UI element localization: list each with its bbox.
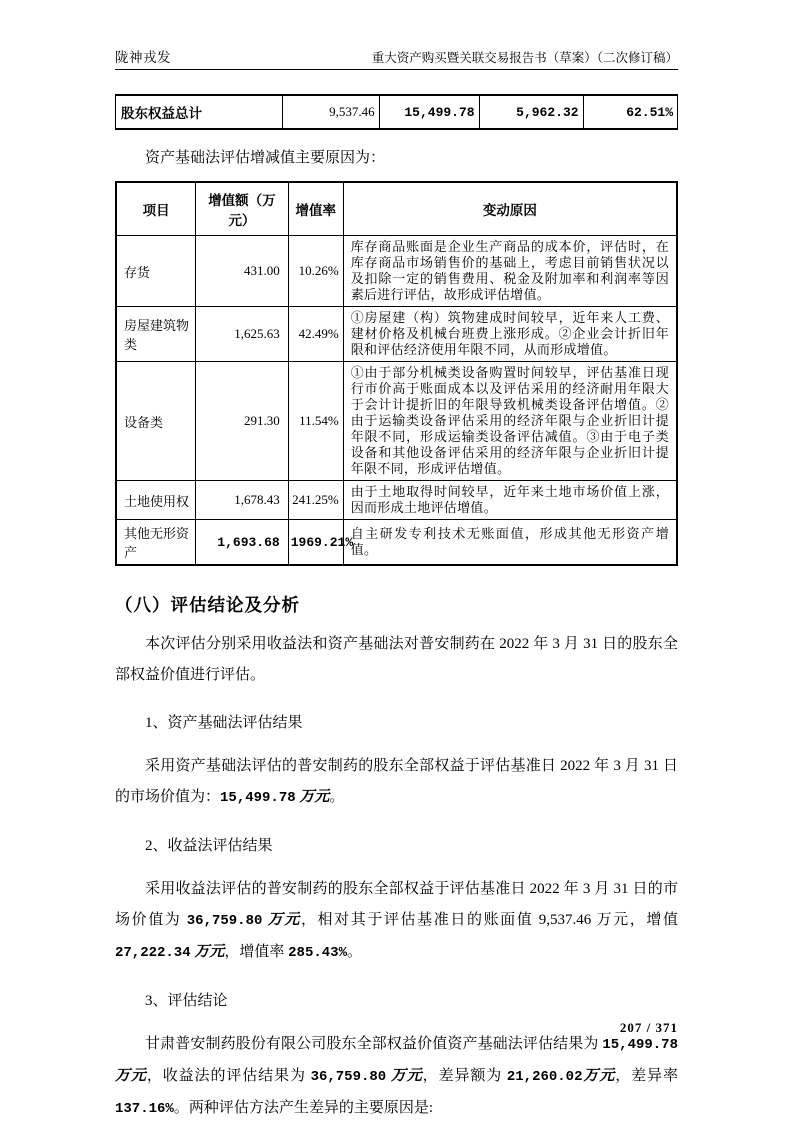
value-income-method: 36,759.80 bbox=[310, 1069, 387, 1085]
item-rate: 241.25% bbox=[288, 481, 343, 520]
text-run: ，收益法的评估结果为 bbox=[146, 1068, 311, 1084]
item-amount: 1,693.68 bbox=[196, 520, 289, 566]
unit-wanyuan: 万元 bbox=[582, 1068, 616, 1084]
text-run: ，相对其于评估基准日的账面值 9,537.46 万元，增值 bbox=[300, 912, 678, 928]
table-row-other-intangibles bbox=[116, 520, 677, 566]
subheading-asset-based-result: 1、资产基础法评估结果 bbox=[145, 715, 303, 731]
header-report-title: 重大资产购买暨关联交易报告书（草案）（二次修订稿） bbox=[371, 51, 678, 65]
value-asset-based: 15,499.78 bbox=[602, 1037, 678, 1053]
col-header-amount: 增值额（万元） bbox=[196, 182, 289, 236]
item-label: 房屋建筑物类 bbox=[116, 307, 196, 362]
unit-wanyuan: 万元 bbox=[190, 944, 225, 960]
item-rate: 11.54% bbox=[288, 362, 343, 481]
item-label: 土地使用权 bbox=[116, 481, 196, 520]
equity-total-label: 股东权益总计 bbox=[116, 95, 283, 129]
unit-wanyuan: 万元 bbox=[295, 789, 330, 805]
text-run: ，差异额为 bbox=[422, 1068, 507, 1084]
item-reason: 自主研发专利技术无账面值，形成其他无形资产增值。 bbox=[343, 520, 677, 566]
paragraph-conclusion bbox=[115, 1029, 678, 1125]
reason-table-header-row bbox=[116, 182, 677, 236]
item-amount: 431.00 bbox=[196, 236, 289, 307]
page-number: 207 / 371 bbox=[619, 1020, 678, 1035]
table-row-land-use-right bbox=[116, 481, 677, 520]
item-rate: 10.26% bbox=[288, 236, 343, 307]
value-asset-based: 15,499.78 bbox=[220, 790, 296, 806]
value-appreciation-rate: 285.43% bbox=[288, 945, 347, 961]
subheading-conclusion: 3、评估结论 bbox=[145, 993, 228, 1009]
intro-paragraph: 资产基础法评估增减值主要原因为： bbox=[145, 150, 386, 166]
item-reason: ①房屋建（构）筑物建成时间较早，近年来人工费、建材价格及机械台班费上涨形成。②企业会计折旧年限和评估经济使用年限不同，从而形成增值。 bbox=[343, 307, 677, 362]
subheading-income-result: 2、收益法评估结果 bbox=[145, 838, 273, 854]
item-rate: 1969.21% bbox=[288, 520, 343, 566]
value-difference-rate: 137.16% bbox=[115, 1101, 174, 1117]
text-run: 。两种评估方法产生差异的主要原因是: bbox=[173, 1100, 433, 1116]
unit-wanyuan: 万元 bbox=[115, 1068, 147, 1084]
text-run: 。 bbox=[329, 789, 345, 805]
paragraph-asset-based-result bbox=[115, 751, 678, 814]
text-run: 甘肃普安制药股份有限公司股东全部权益价值资产基础法评估结果为 bbox=[145, 1036, 603, 1052]
item-reason: 由于土地取得时间较早，近年来土地市场价值上涨，因而形成土地评估增值。 bbox=[343, 481, 677, 520]
equity-assessed-value: 15,499.78 bbox=[379, 95, 479, 129]
page-header bbox=[115, 46, 678, 70]
item-label: 其他无形资产 bbox=[116, 520, 196, 566]
text-run: 采用收益法评估的普安制药的股东全部权益于评估基准日 2022 年 3 月 31 日的市场价值为 bbox=[115, 881, 678, 928]
unit-wanyuan: 万元 bbox=[386, 1068, 423, 1084]
col-header-rate: 增值率 bbox=[288, 182, 343, 236]
item-amount: 291.30 bbox=[196, 362, 289, 481]
equity-change-rate: 62.51% bbox=[583, 95, 677, 129]
section-heading: （八）评估结论及分析 bbox=[115, 595, 300, 615]
value-appreciation: 27,222.34 bbox=[115, 945, 191, 961]
item-label: 存货 bbox=[116, 236, 196, 307]
item-amount: 1,625.63 bbox=[196, 307, 289, 362]
item-amount: 1,678.43 bbox=[196, 481, 289, 520]
equity-change-amount: 5,962.32 bbox=[479, 95, 583, 129]
item-reason: 库存商品账面是企业生产商品的成本价，评估时，在库存商品市场销售价的基础上，考虑目前销售状况以及扣除一定的销售费用、税金及附加率和利润率等因素后进行评估，故形成评估增值。 bbox=[343, 236, 677, 307]
table-row-inventory bbox=[116, 236, 677, 307]
item-reason: ①由于部分机械类设备购置时间较早，评估基准日现行市价高于账面成本以及评估采用的经济耐用年限大于会计计提折旧的年限导致机械类设备评估增值。②由于运输类设备评估采用的经济年限与企业折旧计提年限不同，形成运输类设备评估减值。③由于电子类设备和其他设备评估采用的经济年限与企业折旧计提年限不同，形成评估增值。 bbox=[343, 362, 677, 481]
table-row-equipment bbox=[116, 362, 677, 481]
valuation-reason-table bbox=[115, 181, 678, 566]
item-label: 设备类 bbox=[116, 362, 196, 481]
equity-total-row bbox=[116, 95, 678, 129]
equity-summary-table bbox=[115, 94, 678, 130]
text-run: ，增值率 bbox=[224, 944, 289, 960]
header-company-name: 陇神戎发 bbox=[115, 50, 171, 65]
text-run: ，差异率 bbox=[615, 1068, 678, 1084]
col-header-item: 项目 bbox=[116, 182, 196, 236]
text-run: 。 bbox=[346, 944, 362, 960]
value-income-method: 36,759.80 bbox=[186, 913, 263, 929]
unit-wanyuan: 万元 bbox=[262, 912, 301, 928]
text-run: 采用资产基础法评估的普安制药的股东全部权益于评估基准日 2022 年 3 月 31 日的市场价值为： bbox=[115, 758, 678, 805]
paragraph-income-result bbox=[115, 874, 678, 969]
value-difference: 21,260.02 bbox=[506, 1069, 583, 1085]
paragraph-overview: 本次评估分别采用收益法和资产基础法对普安制药在 2022 年 3 月 31 日的股东全部权益价值进行评估。 bbox=[115, 636, 678, 683]
col-header-reason: 变动原因 bbox=[343, 182, 677, 236]
table-row-buildings bbox=[116, 307, 677, 362]
item-rate: 42.49% bbox=[288, 307, 343, 362]
equity-book-value: 9,537.46 bbox=[282, 95, 379, 129]
